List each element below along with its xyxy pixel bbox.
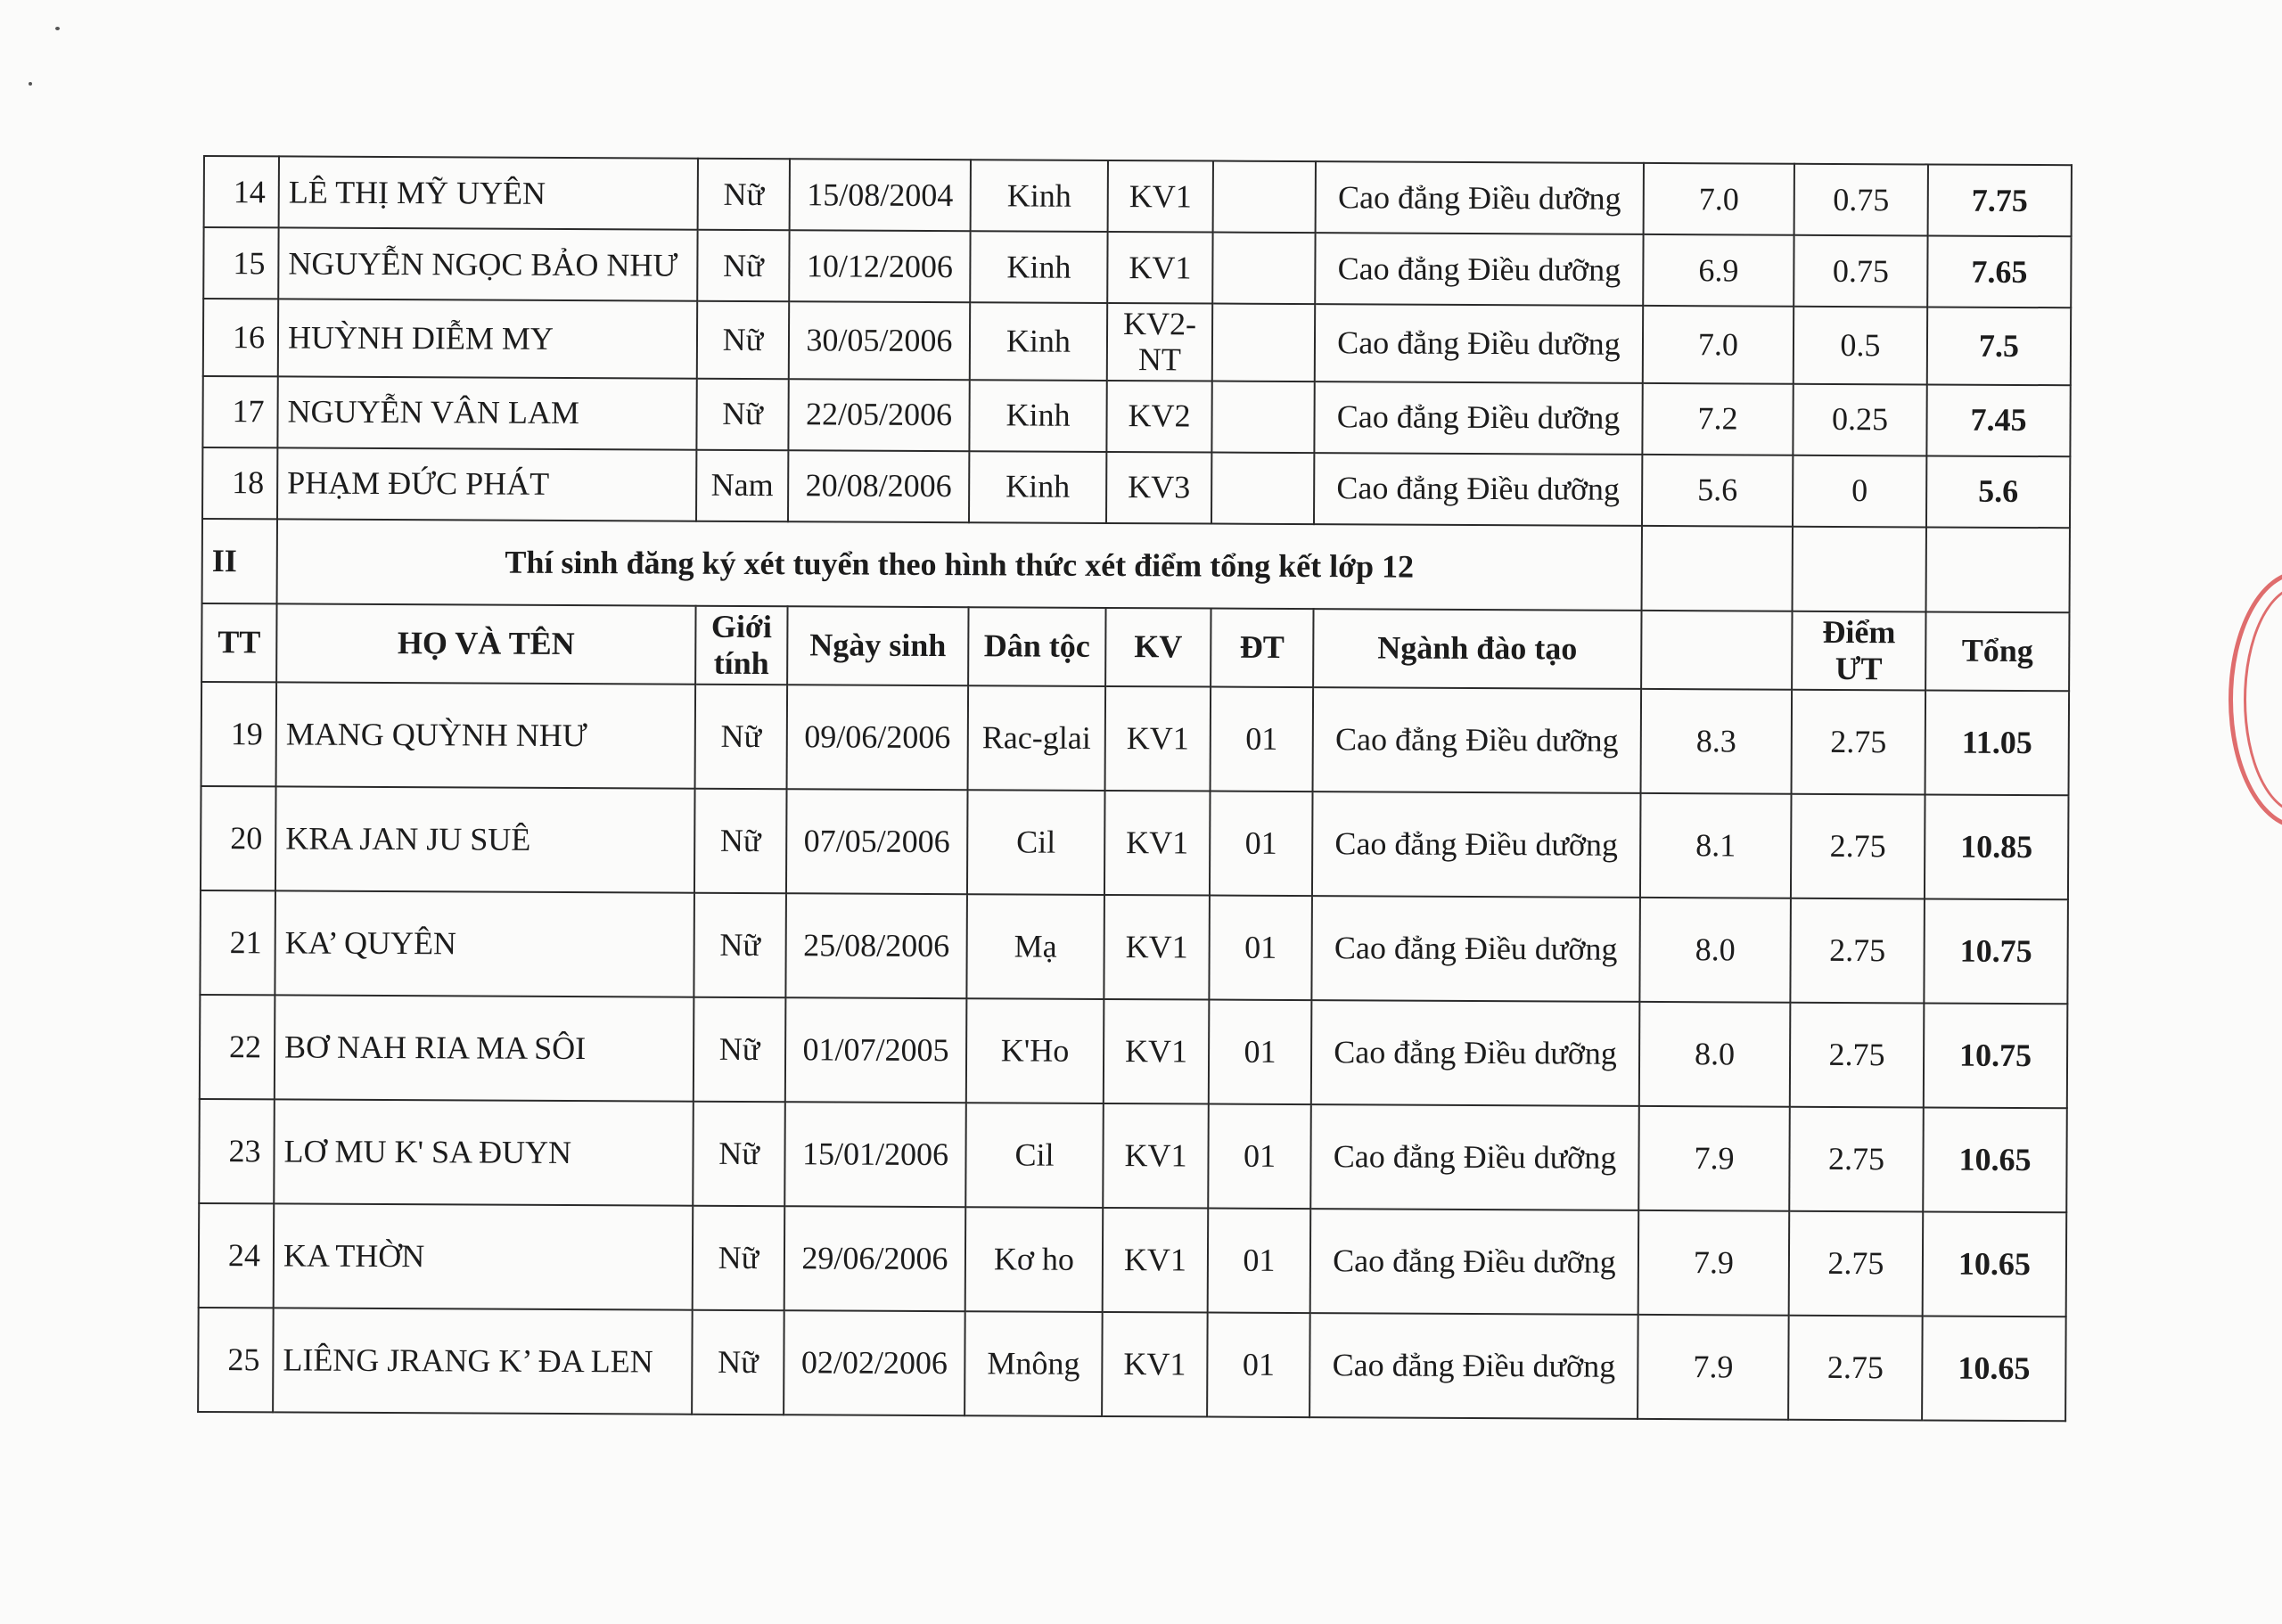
cell-gender: Nữ	[694, 788, 787, 893]
cell-dt	[1212, 233, 1315, 305]
section-blank-cell	[1793, 526, 1926, 611]
cell-total: 11.05	[1925, 690, 2070, 795]
cell-name: HUỲNH DIỄM MY	[278, 299, 697, 378]
cell-score: 7.9	[1638, 1106, 1790, 1211]
cell-bonus: 2.75	[1792, 689, 1926, 794]
cell-major: Cao đẳng Điều dưỡng	[1314, 453, 1642, 526]
cell-name: LÊ THỊ MỸ UYÊN	[279, 156, 698, 229]
cell-dt: 01	[1211, 686, 1314, 791]
cell-ethnic: Kinh	[970, 302, 1107, 380]
table-body-section-ii	[198, 682, 2069, 1421]
cell-kv: KV2-NT	[1107, 303, 1212, 381]
cell-gender: Nữ	[696, 378, 788, 450]
column-header-row	[201, 603, 2069, 691]
table-row	[199, 1203, 2067, 1316]
cell-dob: 22/05/2006	[788, 379, 969, 451]
cell-ethnic: Mnông	[965, 1311, 1103, 1416]
cell-bonus: 2.75	[1791, 793, 1925, 898]
table-row	[200, 890, 2068, 1004]
cell-major: Cao đẳng Điều dưỡng	[1311, 896, 1640, 1002]
cell-ethnic: Kinh	[970, 231, 1107, 303]
cell-bonus: 0.25	[1793, 383, 1926, 455]
cell-ethnic: Mạ	[966, 894, 1104, 999]
cell-kv: KV1	[1105, 686, 1211, 791]
cell-major: Cao đẳng Điều dưỡng	[1310, 1104, 1639, 1210]
cell-bonus: 2.75	[1790, 898, 1925, 1003]
cell-tt: 21	[200, 890, 275, 995]
cell-dob: 30/05/2006	[789, 301, 970, 380]
cell-major: Cao đẳng Điều dưỡng	[1313, 687, 1642, 793]
cell-major: Cao đẳng Điều dưỡng	[1309, 1313, 1638, 1419]
header-major: Ngành đào tạo	[1313, 609, 1641, 689]
cell-gender: Nữ	[698, 159, 790, 231]
cell-name: KA’ QUYÊN	[275, 890, 694, 997]
cell-bonus: 0	[1793, 455, 1926, 527]
cell-bonus: 2.75	[1789, 1210, 1924, 1316]
cell-total: 5.6	[1926, 455, 2070, 528]
cell-kv: KV1	[1104, 895, 1210, 1000]
cell-total: 10.65	[1923, 1107, 2067, 1212]
section-blank-cell	[1926, 527, 2070, 612]
cell-dob: 15/01/2006	[784, 1102, 966, 1207]
cell-tt: 17	[202, 376, 277, 447]
cell-gender: Nữ	[692, 1309, 784, 1415]
cell-kv: KV1	[1103, 1103, 1209, 1209]
cell-dob: 01/07/2005	[785, 997, 967, 1103]
cell-tt: 25	[198, 1308, 274, 1412]
section-blank-cell	[1642, 526, 1793, 611]
cell-ethnic: Kinh	[971, 160, 1108, 232]
cell-dob: 09/06/2006	[787, 685, 969, 790]
cell-total: 10.65	[1922, 1316, 2066, 1421]
cell-gender: Nữ	[697, 301, 789, 379]
cell-ethnic: Rac-glai	[968, 685, 1106, 791]
cell-tt: 23	[199, 1099, 275, 1203]
cell-dob: 20/08/2006	[788, 450, 969, 522]
cell-gender: Nữ	[694, 997, 786, 1102]
cell-gender: Nữ	[697, 230, 789, 302]
cell-total: 10.85	[1925, 794, 2069, 899]
cell-score: 8.0	[1639, 1002, 1791, 1107]
header-name: HỌ VÀ TÊN	[276, 603, 695, 684]
cell-ethnic: K'Ho	[966, 998, 1104, 1103]
cell-total: 7.75	[1928, 164, 2072, 236]
cell-dt	[1211, 381, 1314, 453]
table-row	[203, 299, 2071, 385]
cell-score: 7.0	[1643, 306, 1794, 383]
table-row	[200, 995, 2068, 1108]
cell-bonus: 0.75	[1794, 235, 1927, 308]
cell-gender: Nữ	[693, 1205, 785, 1310]
cell-name: KA THỜN	[274, 1203, 694, 1309]
header-kv: KV	[1105, 608, 1211, 687]
section-row	[202, 519, 2070, 612]
table-row	[204, 156, 2072, 236]
cell-gender: Nữ	[694, 892, 786, 997]
cell-dt: 01	[1209, 895, 1312, 1000]
table-row	[198, 1308, 2066, 1421]
section-ii	[201, 519, 2070, 691]
cell-kv: KV3	[1106, 452, 1211, 524]
scan-speck	[55, 27, 60, 30]
table-row	[203, 227, 2071, 308]
table-row	[201, 682, 2070, 795]
cell-dt: 01	[1208, 1208, 1311, 1313]
cell-major: Cao đẳng Điều dưỡng	[1315, 304, 1643, 382]
header-gender: Giới tính	[695, 605, 787, 685]
header-dt: ĐT	[1211, 608, 1313, 687]
cell-dt	[1212, 304, 1315, 381]
cell-name: BƠ NAH RIA MA SÔI	[275, 995, 694, 1101]
cell-dt	[1211, 452, 1314, 524]
header-bonus: Điểm ƯT	[1792, 611, 1925, 690]
cell-ethnic: Kơ ho	[965, 1207, 1104, 1312]
cell-dob: 15/08/2004	[790, 159, 971, 231]
cell-score: 7.2	[1642, 383, 1793, 455]
cell-gender: Nữ	[693, 1101, 785, 1206]
cell-ethnic: Cil	[967, 790, 1105, 895]
section-title: Thí sinh đăng ký xét tuyển theo hình thức xét điểm tổng kết lớp 12	[277, 519, 1642, 610]
cell-name: NGUYỄN VÂN LAM	[277, 376, 696, 449]
cell-total: 7.65	[1927, 235, 2071, 308]
cell-ethnic: Kinh	[969, 451, 1106, 523]
cell-dob: 25/08/2006	[785, 893, 967, 998]
header-total: Tổng	[1925, 611, 2069, 691]
cell-dt: 01	[1210, 791, 1313, 896]
cell-major: Cao đẳng Điều dưỡng	[1315, 233, 1643, 306]
cell-name: LƠ MU K' SA ĐUYN	[274, 1099, 694, 1205]
cell-kv: KV1	[1108, 160, 1213, 233]
table-row	[199, 1099, 2067, 1212]
cell-dt: 01	[1207, 1312, 1310, 1417]
cell-name: NGUYỄN NGỌC BẢO NHƯ	[278, 227, 697, 300]
cell-major: Cao đẳng Điều dưỡng	[1311, 1000, 1640, 1106]
cell-tt: 22	[200, 995, 275, 1099]
cell-score: 7.9	[1638, 1210, 1790, 1316]
cell-dt	[1213, 161, 1316, 234]
cell-total: 10.65	[1923, 1211, 2067, 1316]
section-number: II	[202, 519, 277, 603]
cell-tt: 20	[201, 786, 276, 890]
cell-kv: KV1	[1104, 999, 1210, 1104]
cell-ethnic: Kinh	[969, 380, 1106, 452]
cell-dob: 10/12/2006	[789, 230, 970, 302]
cell-name: PHẠM ĐỨC PHÁT	[277, 447, 696, 521]
cell-bonus: 2.75	[1789, 1106, 1924, 1211]
header-dob: Ngày sinh	[787, 606, 968, 685]
cell-tt: 24	[199, 1203, 275, 1308]
cell-gender: Nam	[696, 449, 788, 521]
cell-major: Cao đẳng Điều dưỡng	[1316, 161, 1644, 234]
cell-dt: 01	[1208, 1103, 1311, 1209]
cell-name: LIÊNG JRANG K’ ĐA LEN	[273, 1308, 693, 1414]
cell-dob: 02/02/2006	[784, 1310, 965, 1415]
cell-total: 10.75	[1924, 1003, 2068, 1108]
scan-speck	[29, 82, 32, 86]
cell-major: Cao đẳng Điều dưỡng	[1314, 381, 1642, 455]
cell-tt: 15	[203, 227, 278, 299]
table-body-section-i	[202, 156, 2072, 528]
table-row	[202, 447, 2070, 528]
cell-dt: 01	[1209, 999, 1312, 1104]
cell-score: 5.6	[1642, 455, 1793, 527]
cell-bonus: 2.75	[1790, 1002, 1925, 1107]
cell-kv: KV2	[1106, 381, 1211, 453]
cell-gender: Nữ	[695, 684, 788, 789]
cell-total: 10.75	[1924, 898, 2068, 1004]
cell-score: 7.0	[1644, 163, 1794, 235]
cell-score: 8.3	[1641, 689, 1793, 794]
cell-bonus: 0.75	[1794, 164, 1928, 236]
cell-kv: KV1	[1104, 791, 1211, 896]
cell-kv: KV1	[1103, 1208, 1209, 1313]
cell-tt: 19	[201, 682, 277, 786]
cell-name: MANG QUỲNH NHƯ	[276, 682, 696, 788]
cell-score: 8.1	[1640, 793, 1792, 898]
cell-major: Cao đẳng Điều dưỡng	[1310, 1209, 1639, 1315]
cell-bonus: 2.75	[1788, 1315, 1923, 1420]
cell-major: Cao đẳng Điều dưỡng	[1312, 791, 1641, 898]
cell-tt: 16	[203, 299, 278, 376]
cell-kv: KV1	[1107, 232, 1212, 304]
cell-total: 7.5	[1927, 307, 2071, 384]
cell-score: 7.9	[1638, 1315, 1789, 1420]
admission-score-table	[197, 155, 2073, 1422]
table-row	[202, 376, 2070, 456]
cell-bonus: 0.5	[1794, 307, 1927, 384]
cell-dob: 07/05/2006	[786, 789, 968, 894]
table-row	[201, 786, 2069, 899]
cell-dob: 29/06/2006	[784, 1206, 966, 1311]
cell-tt: 14	[204, 156, 279, 227]
cell-kv: KV1	[1102, 1312, 1208, 1417]
cell-score: 8.0	[1639, 898, 1791, 1003]
cell-ethnic: Cil	[965, 1103, 1104, 1208]
cell-score: 6.9	[1643, 234, 1794, 307]
cell-name: KRA JAN JU SUÊ	[275, 786, 695, 892]
header-ethnic: Dân tộc	[968, 607, 1105, 686]
cell-tt: 18	[202, 447, 277, 519]
header-tt: TT	[201, 603, 276, 682]
header-score	[1641, 611, 1792, 690]
red-seal-stamp	[2229, 570, 2282, 829]
cell-total: 7.45	[1926, 384, 2070, 456]
